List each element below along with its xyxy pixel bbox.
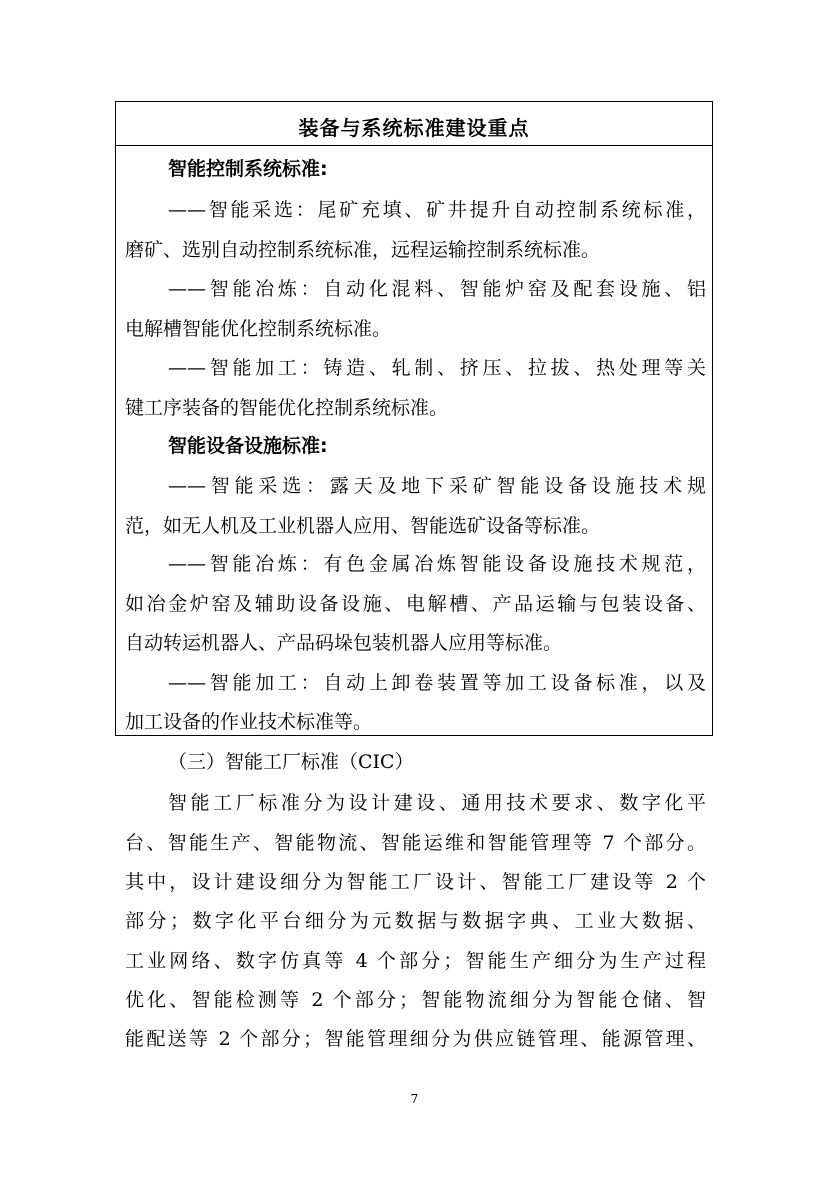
- body-line: 工业网络、数字仿真等 4 个部分；智能生产细分为生产过程: [125, 950, 706, 972]
- body-line: 部分；数字化平台细分为元数据与数据字典、工业大数据、: [125, 910, 706, 932]
- box-heading-control-systems: 智能控制系统标准:: [168, 158, 328, 180]
- body-line: 优化、智能检测等 2 个部分；智能物流细分为智能仓储、智: [125, 989, 706, 1011]
- box-title-row: [116, 102, 712, 146]
- box-line: ——智能冶炼：自动化混料、智能炉窑及配套设施、铝: [168, 278, 706, 300]
- box-line: ——智能加工：自动上卸卷装置等加工设备标准，以及: [168, 672, 706, 694]
- box-line: 范，如无人机及工业机器人应用、智能选矿设备等标准。: [125, 515, 601, 537]
- body-line: 智能工厂标准分为设计建设、通用技术要求、数字化平: [168, 792, 706, 814]
- box-line: 自动转运机器人、产品码垛包装机器人应用等标准。: [125, 632, 563, 654]
- box-line: ——智能采选：尾矿充填、矿井提升自动控制系统标准，: [168, 199, 706, 221]
- body-line: 台、智能生产、智能物流、智能运维和智能管理等 7 个部分。: [125, 832, 706, 854]
- box-line: ——智能加工：铸造、轧制、挤压、拉拔、热处理等关: [168, 357, 706, 379]
- section-heading: （三）智能工厂标准（CIC）: [168, 751, 414, 773]
- box-line: 键工序装备的智能优化控制系统标准。: [125, 397, 449, 419]
- body-line: 能配送等 2 个部分；智能管理细分为供应链管理、能源管理、: [125, 1028, 706, 1050]
- box-line: 磨矿、选别自动控制系统标准，远程运输控制系统标准。: [125, 239, 601, 261]
- page-number: 7: [410, 1092, 419, 1106]
- box-line: 如冶金炉窑及辅助设备设施、电解槽、产品运输与包装设备、: [125, 593, 706, 615]
- box-title: 装备与系统标准建设重点: [298, 116, 530, 140]
- box-line: ——智能采选：露天及地下采矿智能设备设施技术规: [168, 475, 706, 497]
- body-line: 其中，设计建设细分为智能工厂设计、智能工厂建设等 2 个: [125, 871, 706, 893]
- box-line: ——智能冶炼：有色金属冶炼智能设备设施技术规范，: [168, 553, 706, 575]
- box-line: 加工设备的作业技术标准等。: [125, 711, 373, 733]
- box-heading-equipment: 智能设备设施标准:: [168, 435, 328, 457]
- box-line: 电解槽智能优化控制系统标准。: [125, 318, 392, 340]
